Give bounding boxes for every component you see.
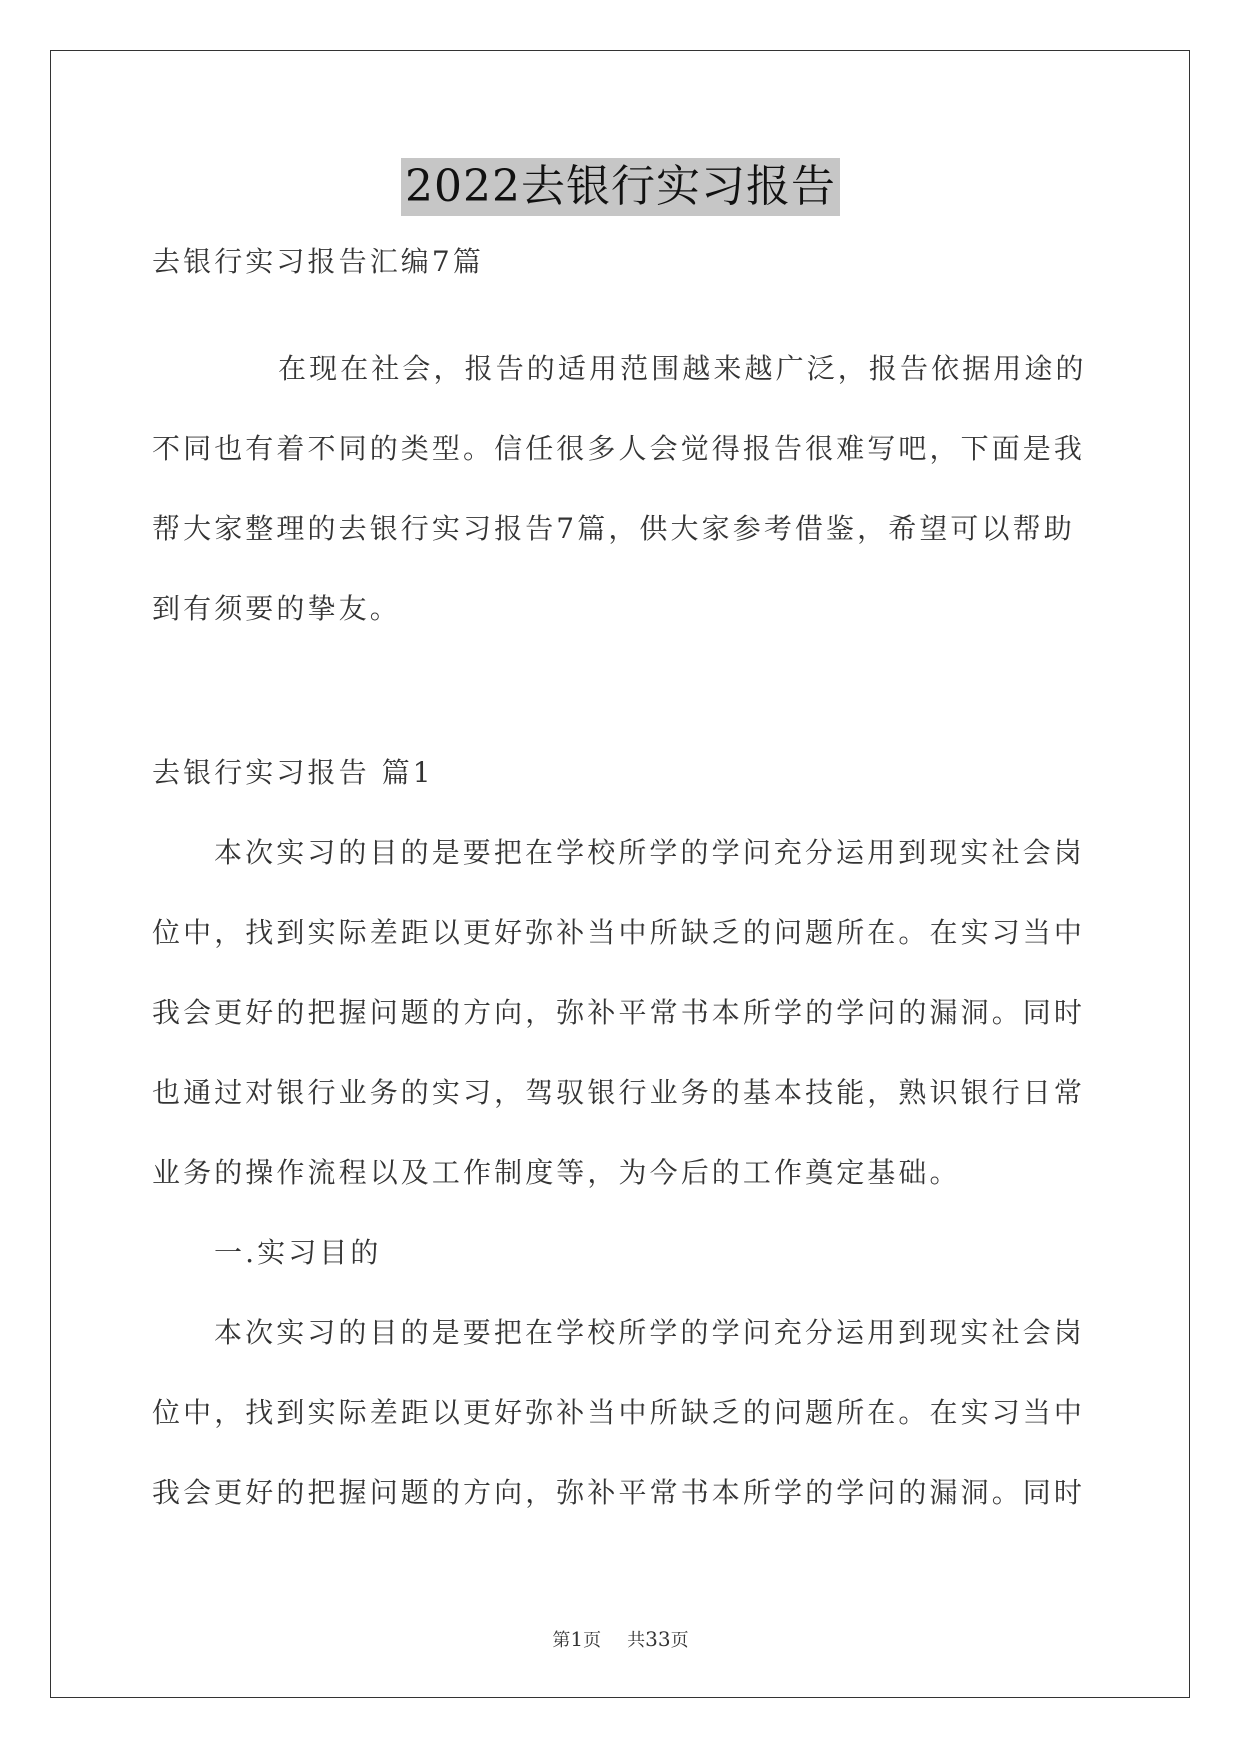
total-suffix: 页 [670,1630,689,1651]
section-line: 我会更好的把握问题的方向，弥补平常书本所学的学问的漏洞。同时 [152,996,1086,1029]
page-border [50,50,1190,1698]
page-footer [0,1626,1241,1652]
intro-line: 到有须要的挚友。 [152,592,401,625]
page-suffix: 页 [583,1630,602,1651]
intro-line: 帮大家整理的去银行实习报告7篇，供大家参考借鉴，希望可以帮助 [152,512,1075,545]
subsection-line: 我会更好的把握问题的方向，弥补平常书本所学的学问的漏洞。同时 [152,1476,1086,1509]
section-line: 位中，找到实际差距以更好弥补当中所缺乏的问题所在。在实习当中 [152,916,1086,949]
intro-line: 不同也有着不同的类型。信任很多人会觉得报告很难写吧，下面是我 [152,432,1086,465]
section-line: 也通过对银行业务的实习，驾驭银行业务的基本技能，熟识银行日常 [152,1076,1086,1109]
section-line: 业务的操作流程以及工作制度等，为今后的工作奠定基础。 [152,1156,961,1189]
total-pages: 33 [645,1627,671,1651]
section-line: 本次实习的目的是要把在学校所学的学问充分运用到现实社会岗 [214,836,1085,869]
total-prefix: 共 [627,1630,646,1651]
intro-line: 在现在社会，报告的适用范围越来越广泛，报告依据用途的 [278,352,1087,385]
subheading: 一.实习目的 [214,1236,382,1269]
page-number: 1 [570,1627,584,1651]
page-prefix: 第 [552,1630,571,1651]
title-container [0,158,1241,216]
subsection-line: 位中，找到实际差距以更好弥补当中所缺乏的问题所在。在实习当中 [152,1396,1086,1429]
document-subtitle: 去银行实习报告汇编7篇 [152,245,484,278]
subsection-line: 本次实习的目的是要把在学校所学的学问充分运用到现实社会岗 [214,1316,1085,1349]
document-title: 2022去银行实习报告 [401,158,840,216]
section-heading: 去银行实习报告 篇1 [152,756,434,789]
